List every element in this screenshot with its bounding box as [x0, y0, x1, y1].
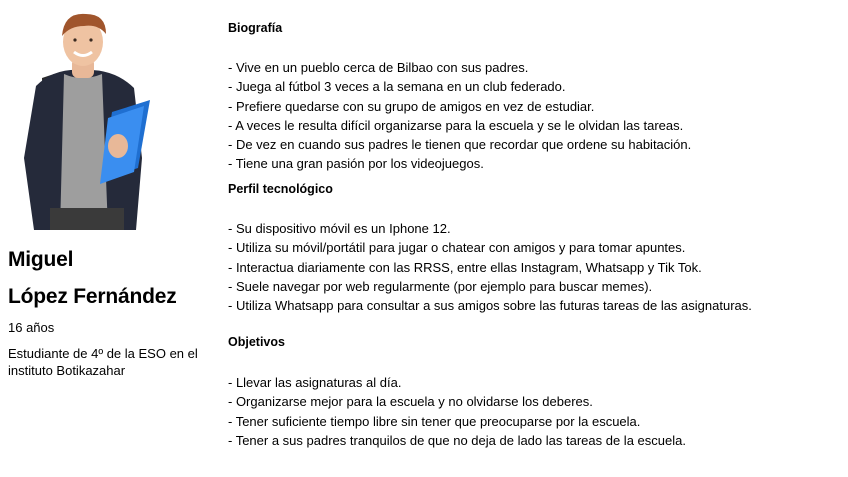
list-item: - Utiliza su móvil/portátil para jugar o chatear con amigos y para tomar apuntes. — [228, 240, 686, 256]
student-photo-icon — [14, 8, 154, 230]
list-item: - Utiliza Whatsapp para consultar a sus amigos sobre las futuras tareas de las asignaturas. — [228, 298, 752, 314]
list-item: - Organizarse mejor para la escuela y no olvidarse los deberes. — [228, 394, 593, 410]
list-item: - A veces le resulta difícil organizarse para la escuela y se le olvidan las tareas. — [228, 117, 684, 133]
first-name: Miguel — [8, 248, 74, 271]
biography-title: Biografía — [228, 21, 283, 35]
list-item: - Tener suficiente tiempo libre sin tener que preocuparse por la escuela. — [228, 413, 641, 429]
objectives-title: Objetivos — [228, 335, 285, 349]
age: 16 años — [8, 320, 55, 335]
tech-profile-list — [228, 219, 752, 315]
list-item: - Juega al fútbol 3 veces a la semana en un club federado. — [228, 79, 566, 95]
list-item: - Llevar las asignaturas al día. — [228, 375, 402, 390]
list-item: - Suele navegar por web regularmente (por ejemplo para buscar memes). — [228, 278, 653, 294]
last-name: López Fernández — [8, 285, 177, 308]
list-item: - Tener a sus padres tranquilos de que no deja de lado las tareas de la escuela. — [228, 432, 686, 448]
list-item: - Vive en un pueblo cerca de Bilbao con sus padres. — [228, 60, 529, 75]
list-item: - Prefiere quedarse con su grupo de amigos en vez de estudiar. — [228, 98, 595, 114]
list-item: - Su dispositivo móvil es un Iphone 12. — [228, 221, 451, 236]
list-item: - De vez en cuando sus padres le tienen que recordar que ordene su habitación. — [228, 137, 692, 153]
biography-list — [228, 58, 691, 174]
list-item: - Tiene una gran pasión por los videojuegos. — [228, 156, 484, 172]
list-item: - Interactua diariamente con las RRSS, entre ellas Instagram, Whatsapp y Tik Tok. — [228, 259, 702, 275]
role-description: Estudiante de 4º de la ESO en el instituto Botikazahar — [8, 346, 198, 378]
objectives-list — [228, 373, 686, 450]
tech-profile-title: Perfil tecnológico — [228, 182, 333, 196]
